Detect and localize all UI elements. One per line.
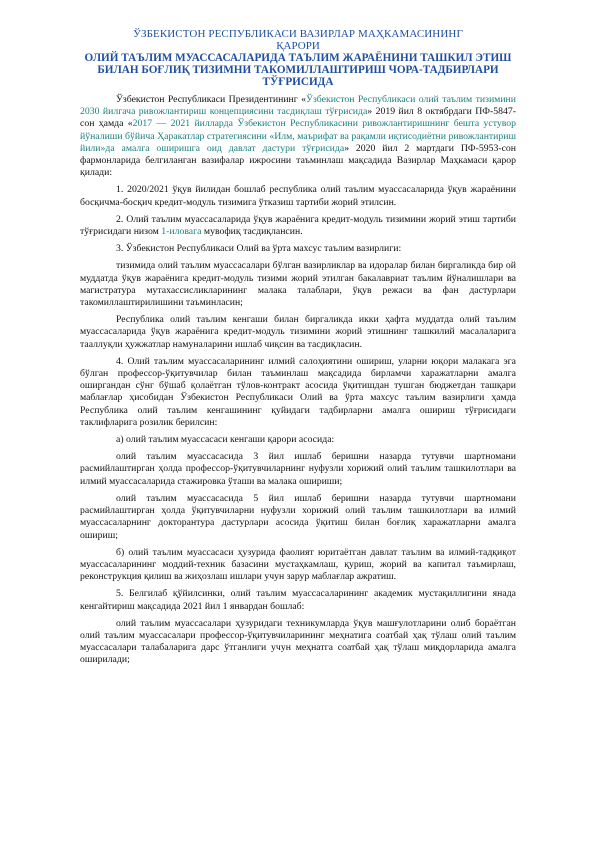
paragraph-4-item-a: а) олий таълим муассасаси кенгаши қарори асосида:	[116, 434, 335, 446]
paragraph-4-item-b: б) олий таълим муассасаси ҳузурида фаолият юритаётган давлат таълим ва илмий-тадқиқот муассасаларининг моддий-техник базасини мустаҳкамлаш, қуриш, жорий ва капитал таъмирлаш, реконструкция қилиш ва жиҳозлаш ишлари учун зарур маблағлар ажратиш.	[80, 546, 516, 583]
document-title: ОЛИЙ ТАЪЛИМ МУАССАСАЛАРИДА ТАЪЛИМ ЖАРАЁНИНИ ТАШКИЛ ЭТИШ БИЛАН БОҒЛИҚ ТИЗИМНИ ТАКОМИЛЛАШТИРИШ ЧОРА-ТАДБИРЛАРИ ТЎҒРИСИДА	[84, 52, 512, 88]
paragraph-5-item-1: олий таълим муассасалари ҳузуридаги техникумларда ўқув машғулотларини олиб бораётган олий таълим муассасалари профессор-ўқитувчиларининг меҳнатига соатбай ҳақ тўлаш олий таълим муассасалари талабаларига дарс ўтганлиги учун меҳнатга соатбай ҳақ тўлаш миқдорларида амалга оширилади;	[80, 617, 516, 666]
paragraph-4: 4. Олий таълим муассасаларининг илмий салоҳиятини ошириш, уларни юқори малакага эга бўлган профессор-ўқитувчилар билан таъминлаш мақсадида бирламчи харажатларни амалга оширгандан сўнг бўшаб қолаётган тўлов-контракт асосида ўқитишдан тушган бюджетдан ташқари маблағлар ҳисобидан Ўзбекистон Республикаси Олий ва ўрта махсус таълим вазирлиги ҳамда Республика олий таълим кенгашининг қуйидаги тадбирларни амалга ошириш тўғрисидаги таклифларига розилик берилсин:	[80, 355, 516, 428]
paragraph-text: 2. Олий таълим муассасаларида ўқув жараёнига кредит-модуль тизимини жорий этиш тартиби тўғрисидаги низом	[80, 213, 516, 238]
paragraph-text: мувофиқ тасдиқлансин.	[201, 226, 303, 238]
preamble-paragraph	[80, 94, 516, 179]
preamble-text: » 2020 йил 2 мартдаги ПФ-5953-сон фармонларида белгиланган вазифалар ижросини таъминлаш мақсадида Вазирлар Маҳкамаси қарор қилади:	[80, 142, 516, 179]
annex-1-link[interactable]: 1-иловага	[161, 226, 202, 238]
paragraph-3: 3. Ўзбекистон Республикаси Олий ва ўрта махсус таълим вазирлиги:	[116, 243, 402, 255]
paragraph-3-item-1: тизимида олий таълим муассасалари бўлган вазирликлар ва идоралар билан биргаликда бир ой муддатда ўқув жараёнига кредит-модуль тизими жорий этилган бакалавриат таълим йўналишлари ва магистратура мутахассисликларининг малака талаблари, ўқув режаси ва фан дастурлари такомиллаштирилишини таъминласин;	[80, 260, 516, 309]
paragraph-4-item-a-2: олий таълим муассасасида 5 йил ишлаб беришни назарда тутувчи шартномани расмийлаштирган ҳолда ўқитувчиларни нуфузли хорижий олий таълим ташкилотлари ва илмий муассасаларнинг докторантура дастурлари асосида ўқитиш билан боғлиқ харажатларни амалга ошириш;	[80, 492, 516, 541]
paragraph-1: 1. 2020/2021 ўқув йилидан бошлаб республика олий таълим муассасаларида ўқув жараёнини босқичма-босқич кредит-модуль тизимига ўтказиш тартиби жорий этилсин.	[80, 184, 516, 208]
preamble-text: » 2019 йил 8 октябрдаги ПФ-5847-сон ҳамда «	[80, 106, 516, 130]
document-header	[80, 28, 516, 88]
decree-link-pf5953[interactable]: 2017 — 2021 йилларда Ўзбекистон Республикасини ривожлантиришнинг бешта устувор йўналиши бўйича Ҳаракатлар стратегиясини «Илм, маърифат ва рақамли иқтисодиётни ривожлантириш йили»да амалга оширишга оид давлат дастури тўғрисида	[80, 118, 516, 154]
paragraph-2	[80, 214, 516, 238]
preamble-text: Ўзбекистон Республикаси Президентининг «	[116, 94, 307, 105]
document-type: ҚАРОРИ	[276, 40, 320, 52]
issuing-authority: ЎЗБЕКИСТОН РЕСПУБЛИКАСИ ВАЗИРЛАР МАҲКАМАСИНИНГ	[133, 28, 463, 40]
document-body	[80, 94, 516, 667]
paragraph-5: 5. Белгилаб қўйилсинки, олий таълим муассасаларининг академик мустақиллигини янада кенгайтириш мақсадида 2021 йил 1 январдан бошлаб:	[80, 588, 516, 612]
decree-link-pf5847[interactable]: Ўзбекистон Республикаси олий таълим тизимини 2030 йилгача ривожлантириш концепциясини тасдиқлаш тўғрисида	[80, 94, 516, 118]
paragraph-3-item-2: Республика олий таълим кенгаши билан биргаликда икки ҳафта муддатда олий таълим муассасаларида ўқув жараёнига кредит-модуль тизимини жорий этишнинг ташкилий масалаларига тааллуқли ҳужжатлар намуналарини ишлаб чиқсин ва тасдиқласин.	[80, 314, 516, 350]
paragraph-4-item-a-1: олий таълим муассасасида 3 йил ишлаб беришни назарда тутувчи шартномани расмийлаштирган ҳолда профессор-ўқитувчиларнинг нуфузли хорижий олий таълим ташкилотлари ва илмий муассасаларида стажировка ўташи ва малака ошириши;	[80, 451, 516, 487]
